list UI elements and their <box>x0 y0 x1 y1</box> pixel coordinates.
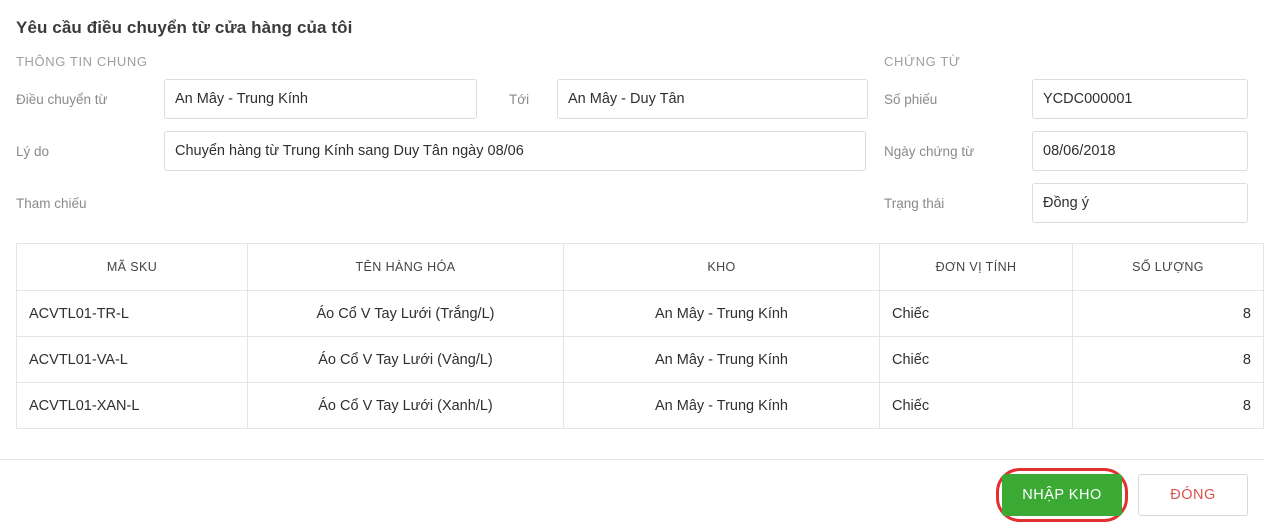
cell-unit: Chiếc <box>880 291 1073 337</box>
cell-quantity: 8 <box>1073 337 1264 383</box>
page-title: Yêu cầu điều chuyển từ cửa hàng của tôi <box>16 18 353 37</box>
cell-name: Áo Cổ V Tay Lưới (Trắng/L) <box>248 291 564 337</box>
column-header-name: TÊN HÀNG HÓA <box>248 244 564 291</box>
table-row <box>17 291 1264 337</box>
reason-row <box>16 131 868 171</box>
column-header-sku: MÃ SKU <box>17 244 248 291</box>
transfer-from-row <box>16 79 868 119</box>
document-number-input[interactable]: YCDC000001 <box>1032 79 1248 119</box>
cell-sku: ACVTL01-TR-L <box>17 291 248 337</box>
reference-row <box>16 183 868 223</box>
form-sections <box>16 48 1248 235</box>
transfer-from-input[interactable]: An Mây - Trung Kính <box>164 79 477 119</box>
reason-label: Lý do <box>16 143 50 159</box>
document-number-row <box>884 79 1248 119</box>
items-table-body <box>17 291 1264 429</box>
reason-input[interactable]: Chuyển hàng từ Trung Kính sang Duy Tân ngày 08/06 <box>164 131 866 171</box>
document-number-label: Số phiếu <box>884 91 938 107</box>
cell-sku: ACVTL01-VA-L <box>17 337 248 383</box>
import-stock-button[interactable]: NHẬP KHO <box>1002 474 1122 516</box>
reference-label: Tham chiếu <box>16 195 87 211</box>
general-info-header: THÔNG TIN CHUNG <box>16 54 148 69</box>
cell-quantity: 8 <box>1073 383 1264 429</box>
primary-button-highlight <box>996 468 1128 522</box>
dialog-footer <box>0 459 1264 529</box>
table-row <box>17 383 1264 429</box>
document-date-label: Ngày chứng từ <box>884 143 975 159</box>
transfer-to-label: Tới <box>509 91 530 107</box>
cell-unit: Chiếc <box>880 383 1073 429</box>
column-header-warehouse: KHO <box>564 244 880 291</box>
items-table <box>16 243 1264 429</box>
document-status-row <box>884 183 1248 223</box>
document-info-section <box>868 48 1248 235</box>
cell-quantity: 8 <box>1073 291 1264 337</box>
document-status-label: Trạng thái <box>884 195 945 211</box>
document-info-header: CHỨNG TỪ <box>884 54 961 69</box>
cell-name: Áo Cổ V Tay Lưới (Vàng/L) <box>248 337 564 383</box>
reference-value[interactable] <box>164 183 866 223</box>
cell-warehouse: An Mây - Trung Kính <box>564 383 880 429</box>
column-header-quantity: SỐ LƯỢNG <box>1073 244 1264 291</box>
close-button[interactable]: ĐÓNG <box>1138 474 1248 516</box>
document-date-row <box>884 131 1248 171</box>
cell-sku: ACVTL01-XAN-L <box>17 383 248 429</box>
transfer-from-label: Điều chuyển từ <box>16 91 108 107</box>
cell-warehouse: An Mây - Trung Kính <box>564 291 880 337</box>
cell-unit: Chiếc <box>880 337 1073 383</box>
general-info-section <box>16 48 868 235</box>
document-date-input[interactable]: 08/06/2018 <box>1032 131 1248 171</box>
column-header-unit: ĐƠN VỊ TÍNH <box>880 244 1073 291</box>
table-row <box>17 337 1264 383</box>
items-table-header-row <box>17 244 1264 291</box>
cell-name: Áo Cổ V Tay Lưới (Xanh/L) <box>248 383 564 429</box>
dialog-content <box>0 48 1264 459</box>
cell-warehouse: An Mây - Trung Kính <box>564 337 880 383</box>
document-status-input[interactable]: Đồng ý <box>1032 183 1248 223</box>
transfer-to-input[interactable]: An Mây - Duy Tân <box>557 79 868 119</box>
items-table-head <box>17 244 1264 291</box>
